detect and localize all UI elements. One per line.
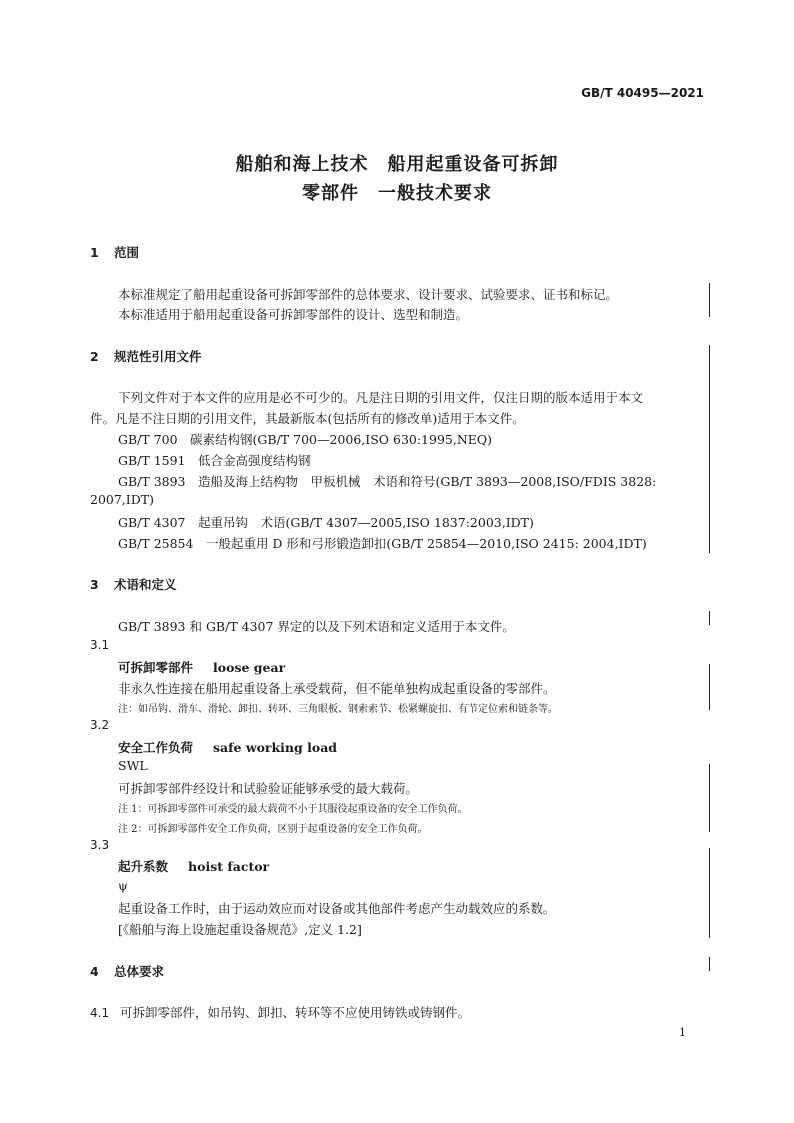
term-symbol: ψ	[118, 878, 128, 893]
term-english: hoist factor	[188, 859, 270, 874]
section-title: 范围	[114, 245, 140, 260]
note: 注 1：可拆卸零部件可承受的最大载荷不小于其服役起重设备的安全工作负荷。	[118, 804, 468, 815]
clause-number-3-1: 3.1	[90, 638, 110, 652]
term-chinese: 起升系数	[118, 859, 169, 874]
term-definition: 起重设备工作时，由于运动效应而对设备或其他部件考虑产生动载效应的系数。	[118, 901, 556, 916]
clause-4-1	[90, 1003, 470, 1021]
paragraph: GB/T 3893 和 GB/T 4307 界定的以及下列术语和定义适用于本文件。	[118, 619, 515, 634]
term-definition: 可拆卸零部件经设计和试验验证能够承受的最大载荷。	[118, 781, 419, 796]
paragraph: 下列文件对于本文件的应用是必不可少的。凡是注日期的引用文件，仅注日期的版本适用于本文	[118, 390, 644, 405]
document-title-line2: 零部件 一般技术要求	[302, 183, 492, 204]
section-number: 4	[90, 964, 99, 979]
paragraph: 件。凡是不注日期的引用文件，其最新版本(包括所有的修改单)适用于本文件。	[90, 411, 525, 426]
change-bar	[709, 611, 710, 625]
term-chinese: 安全工作负荷	[118, 740, 194, 755]
section-title: 术语和定义	[114, 577, 177, 592]
document-title-line1: 船舶和海上技术 船用起重设备可拆卸	[235, 154, 559, 175]
standard-number: GB/T 40495—2021	[581, 86, 704, 100]
paragraph: 本标准适用于船用起重设备可拆卸零部件的设计、选型和制造。	[118, 307, 469, 322]
clause-number: 4.1	[90, 1006, 110, 1020]
term-chinese: 可拆卸零部件	[118, 660, 194, 675]
section-title: 总体要求	[114, 964, 165, 979]
change-bar	[709, 957, 710, 971]
term-source: [《船舶与海上设施起重设备规范》,定义 1.2]	[118, 922, 362, 937]
term-entry	[118, 857, 269, 875]
term-entry	[118, 658, 285, 676]
section-3-heading	[90, 575, 177, 593]
term-english: safe working load	[213, 740, 338, 755]
note: 注 2：可拆卸零部件安全工作负荷，区别于起重设备的安全工作负荷。	[118, 824, 428, 835]
change-bar	[709, 764, 710, 832]
clause-number-3-2: 3.2	[90, 718, 110, 732]
section-1-heading	[90, 243, 139, 261]
paragraph: 本标准规定了船用起重设备可拆卸零部件的总体要求、设计要求、试验要求、证书和标记。	[118, 287, 619, 302]
change-bar	[709, 283, 710, 317]
section-number: 2	[90, 349, 99, 364]
section-4-heading	[90, 962, 164, 980]
term-abbreviation: SWL	[118, 758, 148, 773]
reference-item: GB/T 4307 起重吊钩 术语(GB/T 4307—2005,ISO 1837:2003,IDT)	[118, 515, 534, 530]
term-english: loose gear	[213, 660, 286, 675]
section-title: 规范性引用文件	[114, 349, 202, 364]
term-definition: 非永久性连接在船用起重设备上承受载荷，但不能单独构成起重设备的零部件。	[118, 681, 556, 696]
change-bar	[709, 345, 710, 553]
clause-number-3-3: 3.3	[90, 838, 110, 852]
change-bar	[709, 848, 710, 938]
reference-item: GB/T 3893 造船及海上结构物 甲板机械 术语和符号(GB/T 3893—2008,ISO/FDIS 3828:	[118, 474, 657, 489]
term-entry	[118, 738, 337, 756]
section-number: 1	[90, 245, 99, 260]
reference-item-continuation: 2007,IDT)	[90, 492, 154, 507]
reference-item: GB/T 700 碳素结构钢(GB/T 700—2006,ISO 630:1995,NEQ)	[118, 432, 493, 447]
change-bar	[709, 664, 710, 710]
reference-item: GB/T 1591 低合金高强度结构钢	[118, 453, 311, 468]
section-number: 3	[90, 577, 99, 592]
reference-item: GB/T 25854 一般起重用 D 形和弓形锻造卸扣(GB/T 25854—2010,ISO 2415: 2004,IDT)	[118, 536, 647, 551]
clause-text: 可拆卸零部件，如吊钩、卸扣、转环等不应使用铸铁或铸钢件。	[120, 1005, 471, 1020]
section-2-heading	[90, 347, 202, 365]
page-number: 1	[679, 1026, 686, 1039]
note: 注：如吊钩、滑车、滑轮、卸扣、转环、三角眼板、钢索索节、松紧螺旋扣、有节定位索和链条等。	[118, 704, 558, 715]
